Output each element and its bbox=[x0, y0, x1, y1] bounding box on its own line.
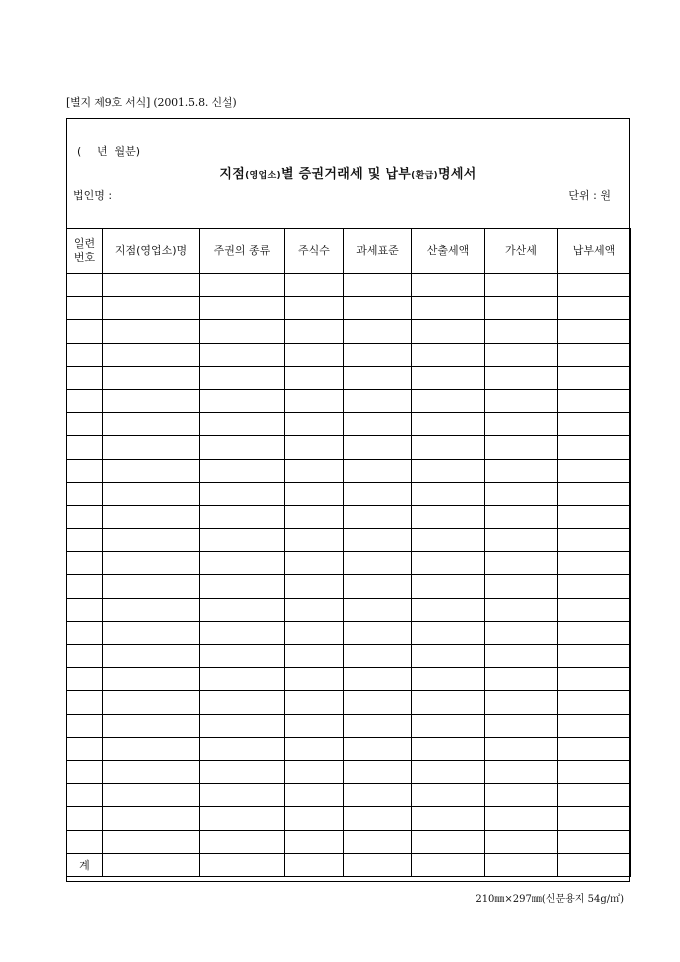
table-row bbox=[67, 552, 631, 575]
table-cell[interactable] bbox=[558, 389, 631, 412]
column-header: 일련 번호 bbox=[67, 229, 103, 274]
table-row bbox=[67, 343, 631, 366]
table-cell[interactable] bbox=[558, 598, 631, 621]
table-cell[interactable] bbox=[285, 714, 344, 737]
table-cell[interactable] bbox=[412, 575, 485, 598]
table-cell[interactable] bbox=[67, 552, 103, 575]
period-month: 월분) bbox=[114, 145, 141, 158]
table-cell[interactable] bbox=[485, 389, 558, 412]
table-cell[interactable] bbox=[67, 714, 103, 737]
table-cell[interactable] bbox=[285, 552, 344, 575]
table-cell[interactable] bbox=[485, 714, 558, 737]
table-cell[interactable] bbox=[344, 760, 412, 783]
title-part: 명세서 bbox=[437, 167, 477, 182]
table-cell[interactable] bbox=[200, 343, 285, 366]
table-cell[interactable] bbox=[103, 366, 200, 389]
table-cell[interactable] bbox=[344, 529, 412, 552]
table-cell[interactable] bbox=[103, 297, 200, 320]
table-cell[interactable] bbox=[103, 807, 200, 830]
table-cell[interactable] bbox=[412, 552, 485, 575]
table-cell[interactable] bbox=[103, 668, 200, 691]
table-cell[interactable] bbox=[485, 830, 558, 853]
table-row bbox=[67, 691, 631, 714]
table-cell[interactable] bbox=[344, 366, 412, 389]
table-cell[interactable] bbox=[412, 436, 485, 459]
table-cell[interactable] bbox=[285, 621, 344, 644]
total-cell[interactable] bbox=[344, 853, 412, 876]
table-cell[interactable] bbox=[485, 459, 558, 482]
table-cell[interactable] bbox=[285, 529, 344, 552]
table-row bbox=[67, 436, 631, 459]
table-cell[interactable] bbox=[558, 320, 631, 343]
table-cell[interactable] bbox=[285, 807, 344, 830]
table-cell[interactable] bbox=[344, 436, 412, 459]
table-cell[interactable] bbox=[200, 575, 285, 598]
table-cell[interactable] bbox=[67, 297, 103, 320]
table-cell[interactable] bbox=[67, 737, 103, 760]
table-cell[interactable] bbox=[285, 482, 344, 505]
form-reference: [별지 제9호 서식] (2001.5.8. 신설) bbox=[66, 96, 237, 109]
table-cell[interactable] bbox=[285, 575, 344, 598]
column-header: 산출세액 bbox=[412, 229, 485, 274]
total-cell[interactable] bbox=[412, 853, 485, 876]
table-cell[interactable] bbox=[200, 598, 285, 621]
unit-label: 단위 : 원 bbox=[568, 189, 611, 202]
table-cell[interactable] bbox=[285, 760, 344, 783]
table-cell[interactable] bbox=[67, 668, 103, 691]
table-row bbox=[67, 366, 631, 389]
table-cell[interactable] bbox=[485, 598, 558, 621]
table-cell[interactable] bbox=[558, 830, 631, 853]
table-cell[interactable] bbox=[344, 668, 412, 691]
table-cell[interactable] bbox=[412, 274, 485, 297]
table-cell[interactable] bbox=[412, 760, 485, 783]
total-label: 계 bbox=[67, 853, 103, 876]
table-cell[interactable] bbox=[67, 274, 103, 297]
table-cell[interactable] bbox=[485, 343, 558, 366]
table-cell[interactable] bbox=[412, 529, 485, 552]
table-cell[interactable] bbox=[558, 529, 631, 552]
table-cell[interactable] bbox=[285, 274, 344, 297]
table-cell[interactable] bbox=[200, 505, 285, 528]
table-row bbox=[67, 297, 631, 320]
table-cell[interactable] bbox=[200, 389, 285, 412]
table-cell[interactable] bbox=[200, 482, 285, 505]
table-row bbox=[67, 714, 631, 737]
table-cell[interactable] bbox=[103, 830, 200, 853]
table-cell[interactable] bbox=[200, 297, 285, 320]
table-cell[interactable] bbox=[103, 389, 200, 412]
table-cell[interactable] bbox=[558, 760, 631, 783]
table-cell[interactable] bbox=[344, 505, 412, 528]
table-cell[interactable] bbox=[412, 645, 485, 668]
table-cell[interactable] bbox=[558, 343, 631, 366]
table-cell[interactable] bbox=[200, 366, 285, 389]
table-cell[interactable] bbox=[485, 552, 558, 575]
table-cell[interactable] bbox=[485, 366, 558, 389]
table-row bbox=[67, 575, 631, 598]
table-cell[interactable] bbox=[67, 505, 103, 528]
table-cell[interactable] bbox=[558, 784, 631, 807]
table-cell[interactable] bbox=[485, 529, 558, 552]
total-cell[interactable] bbox=[558, 853, 631, 876]
table-row bbox=[67, 482, 631, 505]
table-row bbox=[67, 760, 631, 783]
table-cell[interactable] bbox=[285, 505, 344, 528]
table-cell[interactable] bbox=[67, 389, 103, 412]
table-cell[interactable] bbox=[200, 274, 285, 297]
table-cell[interactable] bbox=[103, 320, 200, 343]
table-cell[interactable] bbox=[200, 714, 285, 737]
table-cell[interactable] bbox=[103, 274, 200, 297]
total-cell[interactable] bbox=[103, 853, 200, 876]
table-cell[interactable] bbox=[412, 714, 485, 737]
table-cell[interactable] bbox=[485, 645, 558, 668]
table-row bbox=[67, 320, 631, 343]
table-cell[interactable] bbox=[200, 830, 285, 853]
table-cell[interactable] bbox=[485, 413, 558, 436]
table-cell[interactable] bbox=[344, 784, 412, 807]
table-cell[interactable] bbox=[485, 274, 558, 297]
table-cell[interactable] bbox=[558, 297, 631, 320]
table-cell[interactable] bbox=[103, 575, 200, 598]
table-cell[interactable] bbox=[103, 529, 200, 552]
table-cell[interactable] bbox=[558, 552, 631, 575]
table-cell[interactable] bbox=[485, 760, 558, 783]
table-cell[interactable] bbox=[67, 575, 103, 598]
corporation-name-label: 법인명 : bbox=[73, 189, 113, 202]
table-cell[interactable] bbox=[103, 645, 200, 668]
table-cell[interactable] bbox=[558, 505, 631, 528]
table-cell[interactable] bbox=[558, 366, 631, 389]
table-cell[interactable] bbox=[485, 784, 558, 807]
table-cell[interactable] bbox=[558, 691, 631, 714]
table-cell[interactable] bbox=[200, 760, 285, 783]
table-cell[interactable] bbox=[558, 482, 631, 505]
table-cell[interactable] bbox=[412, 807, 485, 830]
table-cell[interactable] bbox=[67, 784, 103, 807]
table-cell[interactable] bbox=[344, 297, 412, 320]
table-cell[interactable] bbox=[200, 436, 285, 459]
table-cell[interactable] bbox=[344, 320, 412, 343]
table-cell[interactable] bbox=[344, 343, 412, 366]
table-cell[interactable] bbox=[200, 621, 285, 644]
table-cell[interactable] bbox=[67, 807, 103, 830]
table-cell[interactable] bbox=[344, 552, 412, 575]
table-cell[interactable] bbox=[67, 830, 103, 853]
table-cell[interactable] bbox=[67, 529, 103, 552]
table-row bbox=[67, 737, 631, 760]
table-cell[interactable] bbox=[103, 413, 200, 436]
table-row bbox=[67, 830, 631, 853]
table-cell[interactable] bbox=[285, 320, 344, 343]
table-cell[interactable] bbox=[285, 436, 344, 459]
table-cell[interactable] bbox=[67, 320, 103, 343]
table-cell[interactable] bbox=[558, 459, 631, 482]
table-cell[interactable] bbox=[285, 366, 344, 389]
table-cell[interactable] bbox=[285, 737, 344, 760]
table-cell[interactable] bbox=[285, 598, 344, 621]
table-cell[interactable] bbox=[285, 413, 344, 436]
table-cell[interactable] bbox=[67, 691, 103, 714]
table-cell[interactable] bbox=[103, 482, 200, 505]
table-cell[interactable] bbox=[285, 784, 344, 807]
column-header: 가산세 bbox=[485, 229, 558, 274]
table-cell[interactable] bbox=[485, 621, 558, 644]
table-cell[interactable] bbox=[103, 459, 200, 482]
table-cell[interactable] bbox=[67, 459, 103, 482]
table-cell[interactable] bbox=[485, 482, 558, 505]
table-cell[interactable] bbox=[344, 807, 412, 830]
detail-table bbox=[66, 228, 631, 877]
table-cell[interactable] bbox=[67, 413, 103, 436]
table-cell[interactable] bbox=[67, 482, 103, 505]
period-open: ( bbox=[77, 145, 82, 158]
table-cell[interactable] bbox=[285, 830, 344, 853]
table-cell[interactable] bbox=[485, 691, 558, 714]
table-cell[interactable] bbox=[344, 691, 412, 714]
table-cell[interactable] bbox=[558, 714, 631, 737]
table-cell[interactable] bbox=[200, 645, 285, 668]
table-cell[interactable] bbox=[344, 459, 412, 482]
table-cell[interactable] bbox=[103, 621, 200, 644]
table-cell[interactable] bbox=[67, 436, 103, 459]
table-cell[interactable] bbox=[344, 575, 412, 598]
reporting-period bbox=[77, 143, 140, 159]
table-cell[interactable] bbox=[67, 343, 103, 366]
table-cell[interactable] bbox=[558, 645, 631, 668]
table-cell[interactable] bbox=[103, 784, 200, 807]
table-cell[interactable] bbox=[200, 807, 285, 830]
statement-form bbox=[66, 118, 630, 882]
table-cell[interactable] bbox=[103, 737, 200, 760]
table-cell[interactable] bbox=[412, 320, 485, 343]
table-row bbox=[67, 389, 631, 412]
title-part-small: (환급) bbox=[411, 171, 438, 181]
table-cell[interactable] bbox=[344, 413, 412, 436]
table-cell[interactable] bbox=[485, 436, 558, 459]
column-header: 주권의 종류 bbox=[200, 229, 285, 274]
table-cell[interactable] bbox=[412, 621, 485, 644]
table-cell[interactable] bbox=[200, 668, 285, 691]
table-cell[interactable] bbox=[285, 645, 344, 668]
table-cell[interactable] bbox=[558, 575, 631, 598]
table-cell[interactable] bbox=[412, 784, 485, 807]
table-cell[interactable] bbox=[558, 668, 631, 691]
table-cell[interactable] bbox=[285, 691, 344, 714]
table-cell[interactable] bbox=[344, 737, 412, 760]
document-title bbox=[67, 163, 629, 182]
table-cell[interactable] bbox=[103, 552, 200, 575]
table-cell[interactable] bbox=[344, 621, 412, 644]
table-cell[interactable] bbox=[285, 459, 344, 482]
column-header: 지점(영업소)명 bbox=[103, 229, 200, 274]
table-cell[interactable] bbox=[103, 343, 200, 366]
table-cell[interactable] bbox=[485, 668, 558, 691]
table-cell[interactable] bbox=[412, 389, 485, 412]
table-cell[interactable] bbox=[200, 552, 285, 575]
table-cell[interactable] bbox=[67, 366, 103, 389]
table-row bbox=[67, 645, 631, 668]
table-cell[interactable] bbox=[67, 760, 103, 783]
table-cell[interactable] bbox=[103, 505, 200, 528]
table-cell[interactable] bbox=[67, 645, 103, 668]
table-row bbox=[67, 668, 631, 691]
table-cell[interactable] bbox=[344, 830, 412, 853]
table-row bbox=[67, 529, 631, 552]
table-row bbox=[67, 505, 631, 528]
table-cell[interactable] bbox=[485, 737, 558, 760]
table-cell[interactable] bbox=[412, 668, 485, 691]
table-cell[interactable] bbox=[285, 389, 344, 412]
total-cell[interactable] bbox=[200, 853, 285, 876]
table-cell[interactable] bbox=[200, 413, 285, 436]
column-header: 주식수 bbox=[285, 229, 344, 274]
table-cell[interactable] bbox=[103, 760, 200, 783]
table-row bbox=[67, 807, 631, 830]
table-cell[interactable] bbox=[67, 598, 103, 621]
table-row bbox=[67, 459, 631, 482]
table-cell[interactable] bbox=[67, 621, 103, 644]
table-cell[interactable] bbox=[344, 598, 412, 621]
table-row bbox=[67, 621, 631, 644]
table-cell[interactable] bbox=[200, 320, 285, 343]
table-cell[interactable] bbox=[103, 598, 200, 621]
title-part: 별 증권거래세 및 납부 bbox=[280, 167, 412, 182]
table-cell[interactable] bbox=[344, 714, 412, 737]
table-cell[interactable] bbox=[412, 482, 485, 505]
table-row bbox=[67, 274, 631, 297]
paper-spec-note: 210㎜×297㎜(신문용지 54g/㎡) bbox=[475, 894, 624, 905]
table-row bbox=[67, 413, 631, 436]
table-row bbox=[67, 784, 631, 807]
table-cell[interactable] bbox=[200, 784, 285, 807]
table-cell[interactable] bbox=[558, 274, 631, 297]
table-cell[interactable] bbox=[200, 691, 285, 714]
table-cell[interactable] bbox=[558, 413, 631, 436]
title-part-small: (영업소) bbox=[245, 171, 281, 181]
table-cell[interactable] bbox=[412, 830, 485, 853]
table-cell[interactable] bbox=[412, 366, 485, 389]
column-header: 납부세액 bbox=[558, 229, 631, 274]
table-cell[interactable] bbox=[344, 274, 412, 297]
table-cell[interactable] bbox=[558, 436, 631, 459]
table-cell[interactable] bbox=[103, 436, 200, 459]
table-cell[interactable] bbox=[412, 598, 485, 621]
title-part: 지점 bbox=[219, 167, 246, 182]
table-cell[interactable] bbox=[412, 459, 485, 482]
table-cell[interactable] bbox=[412, 297, 485, 320]
header-row bbox=[67, 229, 631, 274]
table-cell[interactable] bbox=[285, 343, 344, 366]
total-cell[interactable] bbox=[485, 853, 558, 876]
table-cell[interactable] bbox=[103, 691, 200, 714]
table-row bbox=[67, 598, 631, 621]
table-cell[interactable] bbox=[412, 413, 485, 436]
table-cell[interactable] bbox=[412, 505, 485, 528]
table-cell[interactable] bbox=[485, 575, 558, 598]
table-cell[interactable] bbox=[485, 505, 558, 528]
period-year: 년 bbox=[97, 145, 108, 158]
table-cell[interactable] bbox=[285, 297, 344, 320]
table-cell[interactable] bbox=[485, 297, 558, 320]
table-cell[interactable] bbox=[200, 737, 285, 760]
table-cell[interactable] bbox=[412, 691, 485, 714]
table-cell[interactable] bbox=[344, 645, 412, 668]
table-cell[interactable] bbox=[344, 482, 412, 505]
table-cell[interactable] bbox=[412, 737, 485, 760]
table-cell[interactable] bbox=[344, 389, 412, 412]
table-cell[interactable] bbox=[558, 621, 631, 644]
table-cell[interactable] bbox=[485, 807, 558, 830]
table-cell[interactable] bbox=[285, 668, 344, 691]
column-header: 과세표준 bbox=[344, 229, 412, 274]
table-cell[interactable] bbox=[485, 320, 558, 343]
table-cell[interactable] bbox=[558, 807, 631, 830]
total-cell[interactable] bbox=[285, 853, 344, 876]
table-cell[interactable] bbox=[200, 529, 285, 552]
table-cell[interactable] bbox=[412, 343, 485, 366]
table-cell[interactable] bbox=[103, 714, 200, 737]
total-row bbox=[67, 853, 631, 876]
table-cell[interactable] bbox=[200, 459, 285, 482]
table-cell[interactable] bbox=[558, 737, 631, 760]
